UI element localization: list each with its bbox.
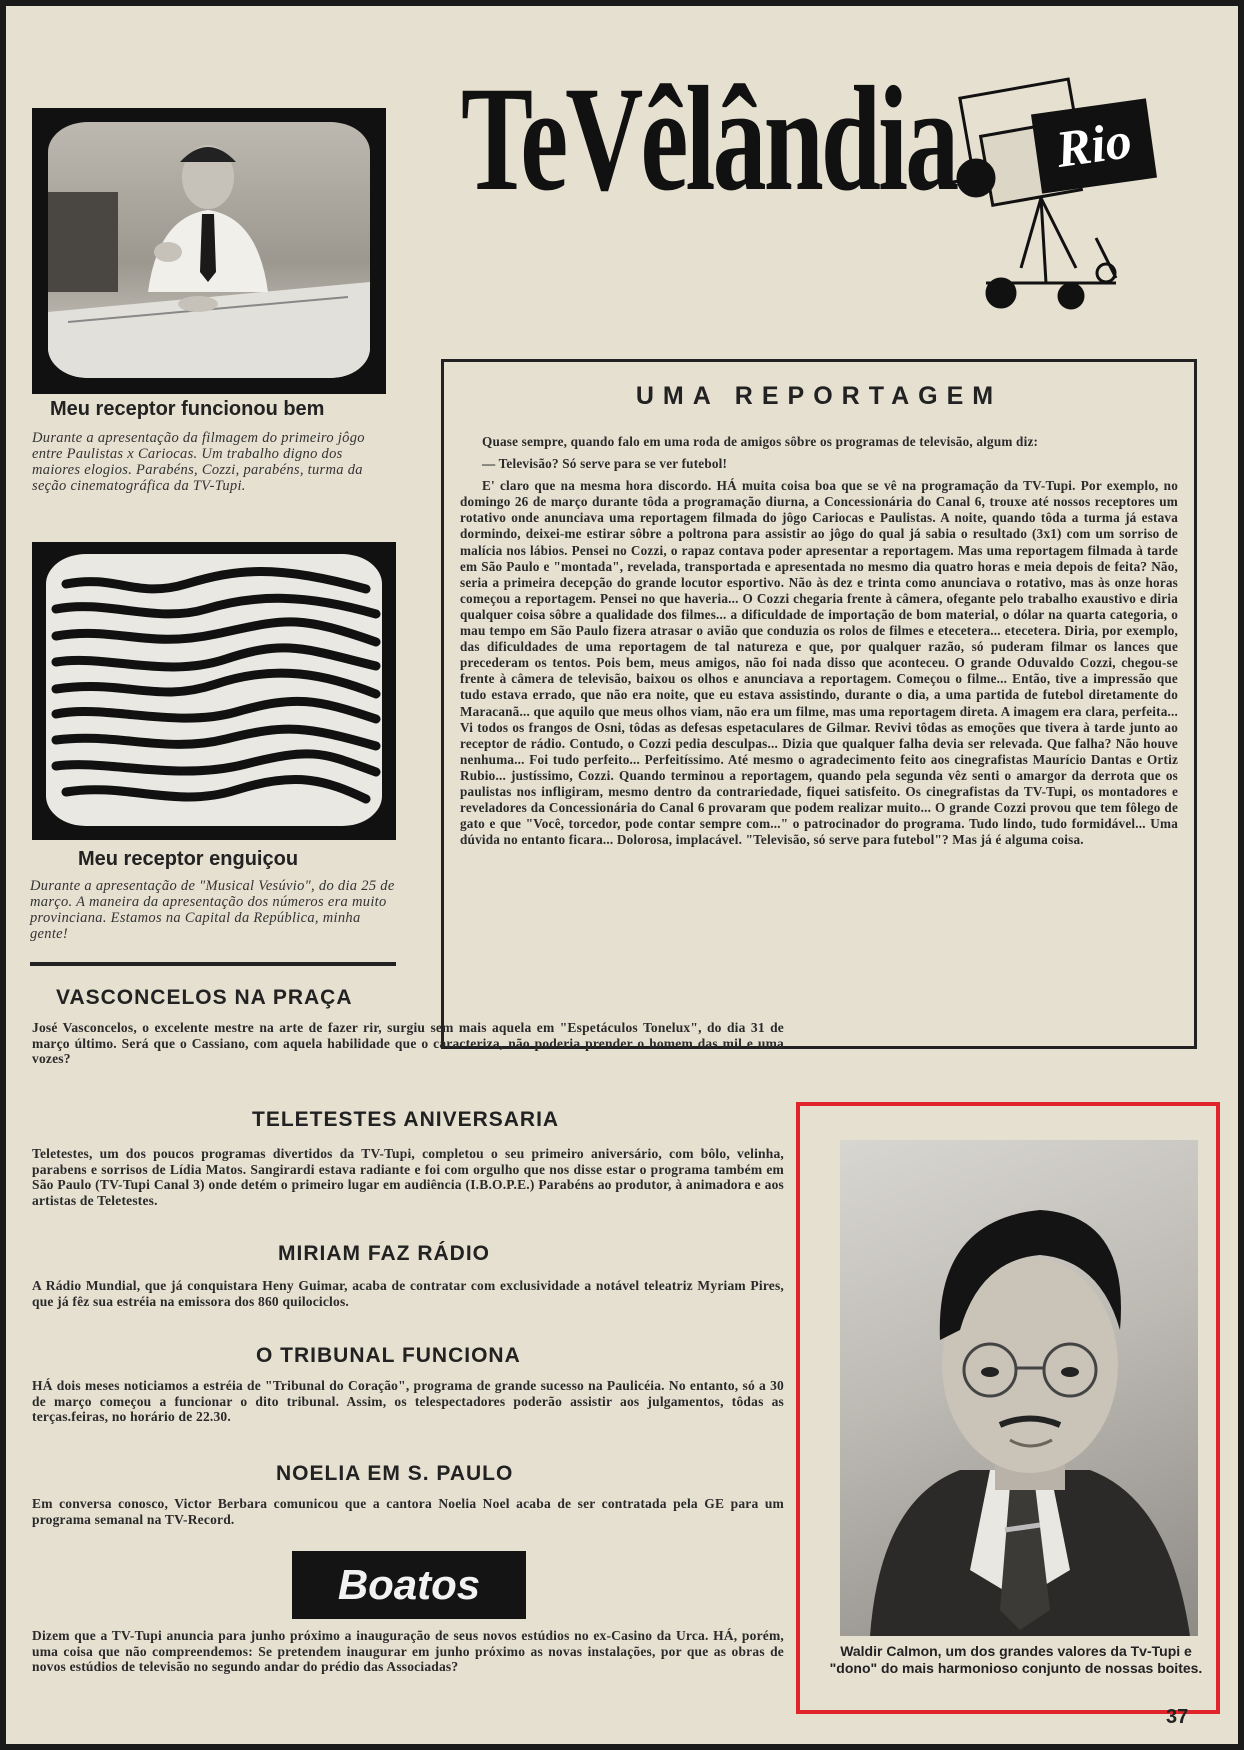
report-paragraph: E' claro que na mesma hora discordo. HÁ muita coisa boa que se vê na programação da TV-Tupi. Por exemplo, no domingo 26 de março durante tôda a programação diurna, a Concessionária do Canal 6, trouxe até nossos receptores um rotativo onde anunciava uma reportagem filmada do jôgo Cariocas e Paulistas. A noite, quando tôda a turma já estava dormindo, deixei-me estirar sôbre a poltrona para assistir ao jôgo do qual já sabia o resultado (3x1) com um sorriso de malícia nos lábios. Pensei no Cozzi, o rapaz contava poder apresentar a reportagem. Mas uma reportagem filmada à tarde em São Paulo e "montada", revelada, transportada e apresentada no mesmo dia quatro horas e meia depois de feita? Não, seria a primeira decepção do grande locutor esportivo. Não às dez e trinta como anunciava o rotativo, mas às onze horas começou a reportagem. Pensei no que haveria... O Cozzi chegaria frente à câmera, ofegante pelo trabalho exaustivo e diria qualquer coisa sôbre a qualidade dos filmes... a dificuldade de importação de bom material, o dólar na quarta categoria, o mau tempo em São Paulo fizera atrasar o avião que conduzia os rolos de filmes e etecetera... etecetera. Diria, por exemplo, das dificuldades de uma reportagem de tal natureza e que, por qualquer razão, só puderam filmar os lances que precederam os tentos. Pois bem, meus amigos, não foi nada disso que aconteceu. O grande Oduvaldo Cozzi, chegou-se frente à câmera de televisão, baixou os olhos e anunciava a reportagem. Começou o filme... Então, tive a impressão que tudo estava errado, que não era noite, que eu estava assistindo, durante o dia, a uma partida de futebol diretamente do Maracanã... que aquilo que meus olhos viam, não era um filme, mas uma reportagem direta. A imagem era clara, perfeita... Vi todos os frangos de Osni, tôdas as defesas espetaculares de Gilmar. Revivi tôdas as emoções que tivera à tarde junto ao receptor de rádio. Contudo, o Cozzi pedia desculpas... Dizia que qualquer falha devia ser relevada. Que falha? Não houve nenhuma... Foi tudo perfeito... Perfeitíssimo. Até mesmo o agradecimento feito aos cinegrafistas Maurício Dantas e Ortiz Rubio... justíssimo, Cozzi. Quando terminou a reportagem, quando pela segunda vêz senti o amargor da derrota que os paulistas nos infligiram, mesmo dentro da contrariedade, fiquei satisfeito. Os cinegrafistas da TV-Tupi, os montadores e reveladores da Concessionária do Canal 6 provaram que podem realizar muito... O grande Cozzi provou que tem fôlego de gato e que "Você, torcedor, pode contar sempre com..." o patrocinador do programa. Tudo lindo, tudo formidável... Uma dúvida no entanto ficara... Dolorosa, implacável. "Televisão, só serve para futebol"? Mas já é alguma coisa.: [460, 478, 1178, 848]
boatos-title: Boatos: [292, 1551, 526, 1619]
boatos-body: Dizem que a TV-Tupi anuncia para junho próximo a inauguração de seus novos estúdios no ex-Casino da Urca. HÁ, porém, uma coisa que não compreendemos: Se pretendem inaugurar em junho próximo as novas instalações, por que as obras de novos estúdios de televisão no segundo andar do prédio das Associadas?: [32, 1628, 784, 1674]
photo-top-caption-title: Meu receptor funcionou bem: [50, 398, 325, 420]
photo-top-caption-body: Durante a apresentação da filmagem do primeiro jôgo entre Paulistas x Cariocas. Um trabalho digno dos maiores elogios. Parabéns, Cozzi, parabéns, turma da seção cinematográfica da TV-Tupi.: [32, 430, 365, 494]
announcer-illustration: [48, 122, 370, 378]
section-title-miriam: MIRIAM FAZ RÁDIO: [278, 1242, 490, 1265]
report-box: [441, 359, 1197, 1049]
broken-signal-illustration: [46, 554, 382, 826]
rio-badge: Rio: [1031, 98, 1157, 193]
section-title-tribunal: O TRIBUNAL FUNCIONA: [256, 1344, 521, 1367]
report-body: [460, 434, 1178, 854]
magazine-page: [6, 6, 1238, 1744]
left-column-rule: [30, 962, 396, 966]
tv-photo-bottom: [32, 542, 396, 840]
portrait-caption: Waldir Calmon, um dos grandes valores da Tv-Tupi e "dono" do mais harmonioso conjunto de nossas boites.: [829, 1643, 1203, 1676]
section-title-noelia: NOELIA EM S. PAULO: [276, 1462, 514, 1485]
page-number: 37: [1166, 1706, 1189, 1728]
tv-photo-top: [32, 108, 386, 394]
section-body-vasconcelos: José Vasconcelos, o excelente mestre na arte de fazer rir, surgiu sem mais aquela em "Espetáculos Tonelux", do dia 31 de março último. Será que o Cassiano, com aquela habilidade que o caracteriza, não poderia prender o homem das mil e uma vozes?: [32, 1020, 784, 1066]
masthead-title: TeVêlândia: [461, 56, 957, 222]
section-body-noelia: Em conversa conosco, Victor Berbara comunicou que a cantora Noelia Noel acaba de ser contratada pela GE para um programa semanal na TV-Record.: [32, 1496, 784, 1527]
report-paragraph: — Televisão? Só serve para se ver futebol!: [482, 456, 728, 472]
section-title-vasconcelos: VASCONCELOS NA PRAÇA: [56, 986, 353, 1009]
portrait-photo: [840, 1140, 1198, 1636]
section-body-tribunal: HÁ dois meses noticiamos a estréia de "Tribunal do Coração", programa de grande sucesso na Paulicéia. No entanto, só a 30 de março começou a funcionar o dito tribunal. Assim, os telespectadores poderão assistir aos julgamentos, tôdas as terças.feiras, no horário de 22.30.: [32, 1378, 784, 1424]
section-title-teletestes: TELETESTES ANIVERSARIA: [252, 1108, 560, 1131]
report-title: UMA REPORTAGEM: [635, 382, 1003, 410]
waldir-calmon-portrait: [840, 1140, 1198, 1636]
section-body-miriam: A Rádio Mundial, que já conquistara Heny Guimar, acaba de contratar com exclusividade a notável teleatriz Myriam Pires, que já fêz sua estréia na emissora dos 860 quilociclos.: [32, 1278, 784, 1309]
photo-bottom-caption-body: Durante a apresentação de "Musical Vesúvio", do dia 25 de março. A maneira da apresentação dos números era muito provinciana. Estamos na Capital da República, minha gente!: [30, 878, 395, 942]
photo-bottom-caption-title: Meu receptor enguiçou: [78, 848, 299, 870]
report-paragraph: Quase sempre, quando falo em uma roda de amigos sôbre os programas de televisão, algum diz:: [482, 434, 1039, 449]
section-body-teletestes: Teletestes, um dos poucos programas divertidos da TV-Tupi, completou o seu primeiro aniversário, com bôlo, velinha, parabens e sorrisos de Lídia Matos. Sangirardi estava radiante e foi com orgulho que nos disse estar o programa também em São Paulo (TV-Tupi Canal 3) onde detém o primeiro lugar em audiência (I.B.O.P.E.) Parabéns ao produtor, à animadora e aos artistas de Teletestes.: [32, 1146, 784, 1208]
